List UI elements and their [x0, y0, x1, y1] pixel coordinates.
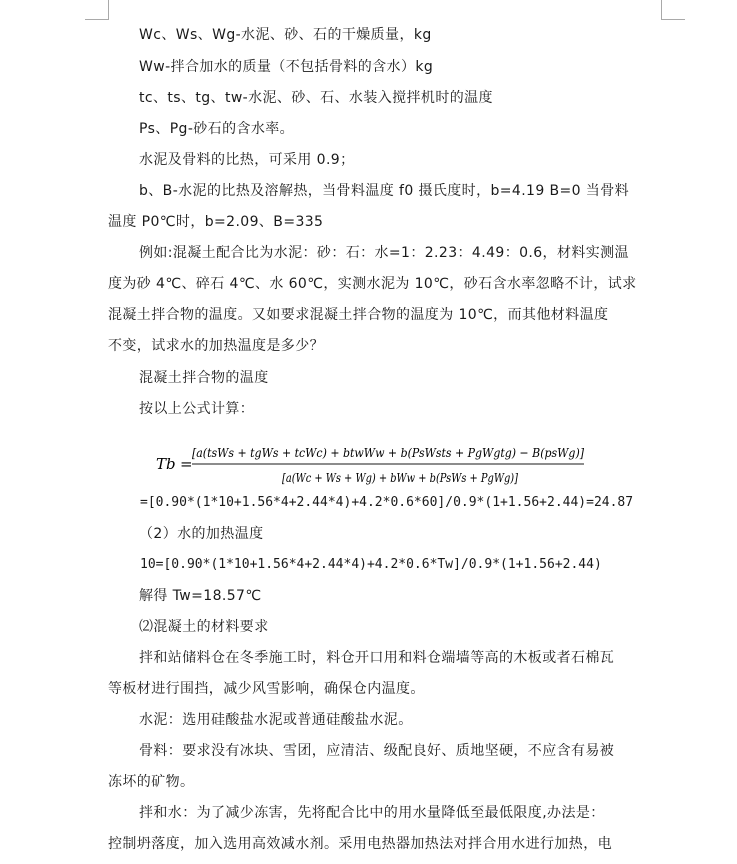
- text-line: 控制坍落度，加入选用高效减水剂。采用电热器加热法对拌合用水进行加热，电: [108, 836, 612, 852]
- formula-equals: =: [180, 455, 193, 473]
- temperature-formula: [156, 438, 596, 490]
- formula-numerator: [a(tsWs + tgWs + tcWc) + btwWw + b(PsWsts + PgWgtg) − B(psWg)]: [192, 445, 585, 460]
- margin-corner-mark-left: [108, 0, 109, 19]
- formula-denominator: [a(Wc + Ws + Wg) + bWw + b(PsWs + PgWg)]: [282, 470, 519, 485]
- text-line: 温度 P0℃时，b=2.09、B=335: [108, 214, 324, 230]
- text-line: 拌和站储料仓在冬季施工时，料仓开口用和料仓端墙等高的木板或者石棉瓦: [139, 650, 615, 666]
- text-line: 骨料：要求没有冰块、雪团，应清洁、级配良好、质地坚硬，不应含有易被: [139, 743, 615, 759]
- section-label: 混凝土拌合物的温度: [139, 370, 269, 386]
- text-line: 拌和水：为了减少冻害，先将配合比中的用水量降低至最低限度,办法是：: [139, 805, 605, 821]
- text-line: 水泥：选用硅酸盐水泥或普通硅酸盐水泥。: [139, 712, 413, 728]
- section-label: （2）水的加热温度: [139, 526, 264, 542]
- text-line: 等板材进行围挡，减少风雪影响，确保仓内温度。: [108, 681, 425, 697]
- margin-corner-mark-left-h: [85, 19, 109, 20]
- text-line: 按以上公式计算：: [139, 401, 255, 417]
- formula-lhs: Tb: [156, 455, 176, 473]
- text-line: Wc、Ws、Wg-水泥、砂、石的干燥质量，kg: [139, 27, 432, 43]
- formula-graphic: [156, 438, 596, 490]
- calculation-line: 10=[0.90*(1*10+1.56*4+2.44*4)+4.2*0.6*Tw]/0.9*(1+1.56+2.44): [140, 557, 602, 572]
- text-line: 混凝土拌合物的温度。又如要求混凝土拌合物的温度为 10℃，而其他材料温度: [108, 307, 609, 323]
- text-line: tc、ts、tg、tw-水泥、砂、石、水装入搅拌机时的温度: [139, 90, 493, 106]
- text-line: 冻坏的矿物。: [108, 774, 195, 790]
- text-line: 水泥及骨料的比热，可采用 0.9；: [139, 152, 355, 168]
- section-heading: ⑵混凝土的材料要求: [139, 619, 269, 635]
- text-line: 不变，试求水的加热温度是多少？: [108, 338, 324, 354]
- text-line: 例如:混凝土配合比为水泥：砂：石：水=1：2.23：4.49：0.6，材料实测温: [139, 245, 629, 261]
- text-line: Ww-拌合加水的质量（不包括骨料的含水）kg: [139, 59, 434, 75]
- calculation-line: =[0.90*(1*10+1.56*4+2.44*4)+4.2*0.6*60]/0.9*(1+1.56+2.44)=24.87: [140, 495, 634, 510]
- text-line: b、B-水泥的比热及溶解热，当骨料温度 f0 摄氏度时，b=4.19 B=0 当骨料: [139, 183, 630, 199]
- margin-corner-mark-right-h: [661, 19, 685, 20]
- text-line: 度为砂 4℃、碎石 4℃、水 60℃，实测水泥为 10℃，砂石含水率忽略不计，试求: [108, 276, 637, 292]
- text-line: 解得 Tw=18.57℃: [139, 588, 262, 604]
- margin-corner-mark-right: [661, 0, 662, 19]
- text-line: Ps、Pg-砂石的含水率。: [139, 121, 295, 137]
